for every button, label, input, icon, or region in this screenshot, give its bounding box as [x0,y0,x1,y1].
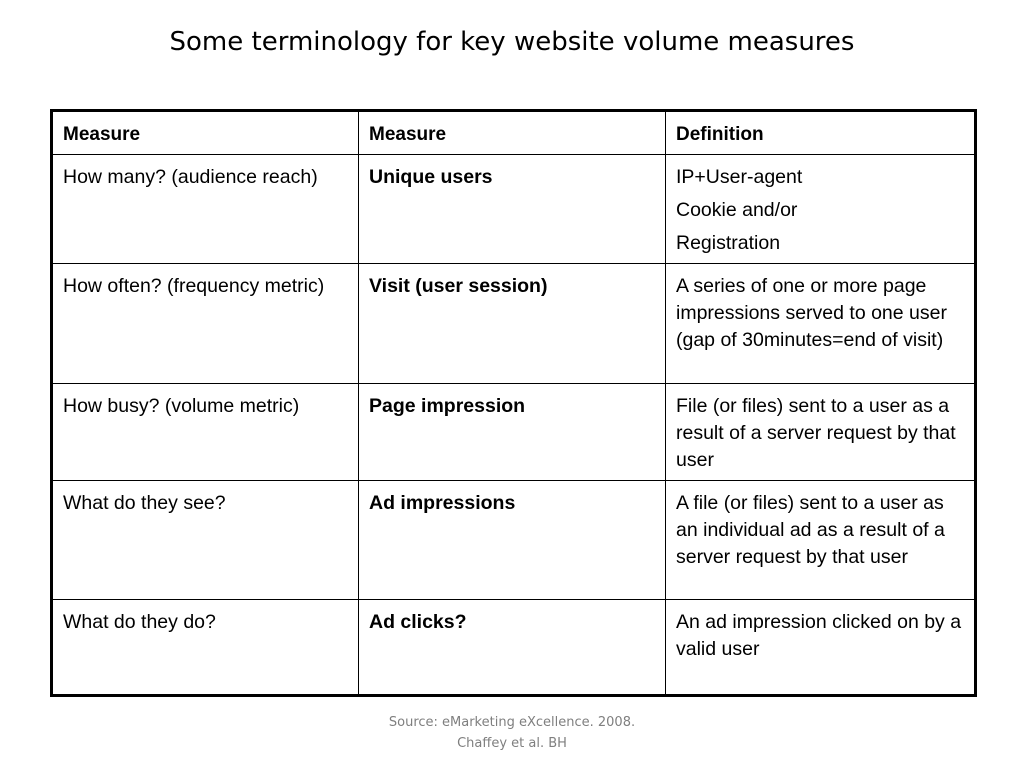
column-header-measure-name: Measure [359,111,666,155]
measure-cell: Ad clicks? [359,600,666,696]
source-line: Chaffey et al. BH [457,736,567,751]
definition-cell [666,384,976,481]
source-citation [0,712,1024,754]
source-line: Source: eMarketing eXcellence. 2008. [388,715,636,730]
definition-line: File (or files) sent to a user as a result of a server request by that user [676,395,956,471]
table-row [52,481,976,600]
measure-cell: Ad impressions [359,481,666,600]
definition-line: An ad impression clicked on by a valid user [676,611,962,660]
definition-cell [666,155,976,264]
definition-line: A file (or files) sent to a user as an individual ad as a result of a server request by that user [676,492,945,568]
measures-table [50,109,977,697]
slide-title: Some terminology for key website volume measures [169,27,855,57]
definition-line: IP+User-agent [676,166,803,188]
table-header-row [52,111,976,155]
definition-line: Registration [676,232,781,254]
measure-cell: Unique users [359,155,666,264]
table-row [52,600,976,696]
column-header-definition: Definition [666,111,976,155]
measure-cell: Visit (user session) [359,264,666,384]
table-row [52,384,976,481]
question-cell: How busy? (volume metric) [52,384,359,481]
definition-cell [666,264,976,384]
definition-cell [666,481,976,600]
question-cell: How many? (audience reach) [52,155,359,264]
table-row [52,264,976,384]
definition-line: A series of one or more page impressions served to one user (gap of 30minutes=end of visit) [676,275,947,351]
measure-cell: Page impression [359,384,666,481]
question-cell: What do they see? [52,481,359,600]
table-row [52,155,976,264]
definition-line: Cookie and/or [676,199,798,221]
definition-cell [666,600,976,696]
question-cell: What do they do? [52,600,359,696]
question-cell: How often? (frequency metric) [52,264,359,384]
column-header-measure: Measure [52,111,359,155]
